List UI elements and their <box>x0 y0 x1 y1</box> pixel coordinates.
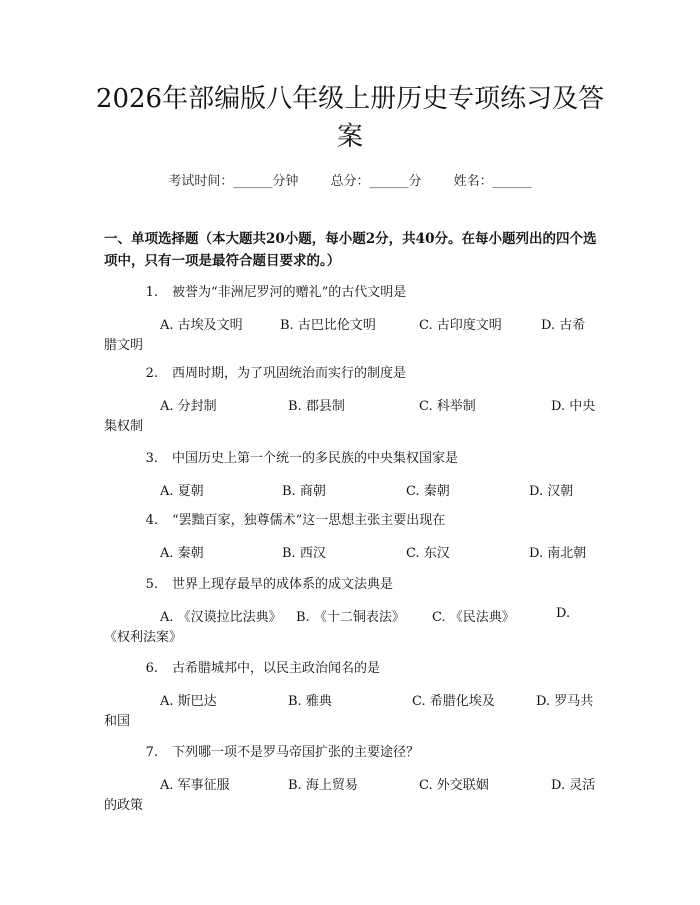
option-b[interactable]: B. 商朝 <box>282 484 326 499</box>
question-number: 1. <box>145 285 158 300</box>
option-a[interactable]: A. 军事征服 <box>160 778 230 793</box>
total-score-field: 总分：______分 <box>330 174 422 189</box>
question-number: 2. <box>145 366 158 381</box>
option-c[interactable]: C. 古印度文明 <box>419 318 502 333</box>
title-line-1: 2026年部编版八年级上册历史专项练习及答 <box>95 84 605 114</box>
option-d[interactable]: D. 灵活 <box>551 778 596 793</box>
question-number: 5. <box>145 577 158 592</box>
option-d-wrap: 腊文明 <box>104 338 144 353</box>
question-2 <box>104 363 604 439</box>
question-text: 下列哪一项不是罗马帝国扩张的主要途径？ <box>172 745 420 760</box>
question-number: 6. <box>145 661 158 676</box>
question-6 <box>104 658 604 734</box>
option-d[interactable]: D. 汉朝 <box>529 484 574 499</box>
exam-time-field: 考试时间：______分钟 <box>168 174 299 189</box>
option-b[interactable]: B. 《十二铜表法》 <box>296 610 405 625</box>
option-d-wrap: 的政策 <box>104 798 144 813</box>
option-b[interactable]: B. 古巴比伦文明 <box>280 318 376 333</box>
question-text: 世界上现存最早的成体系的成文法典是 <box>172 577 394 592</box>
question-number: 7. <box>145 745 158 760</box>
option-a[interactable]: A. 古埃及文明 <box>160 318 243 333</box>
option-a[interactable]: A. 分封制 <box>160 399 217 414</box>
section-heading: 一、单项选择题（本大题共20小题，每小题2分，共40分。在每小题列出的四个选项中，只有一项是最符合题目要求的。） <box>104 231 597 269</box>
option-d-wrap: 集权制 <box>104 419 144 434</box>
option-c[interactable]: C. 《民法典》 <box>432 610 515 625</box>
option-d[interactable]: D. 古希 <box>541 318 586 333</box>
title-line-2: 案 <box>336 122 363 152</box>
option-b[interactable]: B. 郡县制 <box>288 399 345 414</box>
option-b[interactable]: B. 西汉 <box>282 546 326 561</box>
option-b[interactable]: B. 雅典 <box>288 694 332 709</box>
question-text: 古希腊城邦中，以民主政治闻名的是 <box>172 661 381 676</box>
option-d-wrap: 《权利法案》 <box>104 630 183 645</box>
exam-meta <box>0 170 700 189</box>
question-5 <box>104 574 604 650</box>
question-text: “罢黜百家，独尊儒术”这一思想主张主要出现在 <box>172 513 446 528</box>
option-d[interactable]: D. 南北朝 <box>529 546 587 561</box>
option-b[interactable]: B. 海上贸易 <box>288 778 358 793</box>
option-c[interactable]: C. 外交联姻 <box>419 778 489 793</box>
question-1 <box>104 282 604 358</box>
option-a[interactable]: A. 秦朝 <box>160 546 204 561</box>
option-d[interactable]: D. <box>556 606 571 621</box>
question-text: 被誉为“非洲尼罗河的赠礼”的古代文明是 <box>172 285 407 300</box>
question-number: 4. <box>145 513 158 528</box>
option-a[interactable]: A. 斯巴达 <box>160 694 217 709</box>
question-text: 中国历史上第一个统一的多民族的中央集权国家是 <box>172 451 459 466</box>
option-c[interactable]: C. 东汉 <box>406 546 450 561</box>
page-title <box>90 80 610 156</box>
student-name-field: 姓名：______ <box>453 174 532 189</box>
question-7 <box>104 742 604 818</box>
option-d-wrap: 和国 <box>104 714 131 729</box>
option-d[interactable]: D. 罗马共 <box>536 694 594 709</box>
option-c[interactable]: C. 秦朝 <box>406 484 450 499</box>
question-4 <box>104 510 604 564</box>
option-c[interactable]: C. 科举制 <box>419 399 476 414</box>
option-a[interactable]: A. 《汉谟拉比法典》 <box>160 610 282 625</box>
option-c[interactable]: C. 希腊化埃及 <box>412 694 495 709</box>
question-text: 西周时期，为了巩固统治而实行的制度是 <box>172 366 407 381</box>
option-d[interactable]: D. 中央 <box>551 399 596 414</box>
question-3 <box>104 448 604 502</box>
option-a[interactable]: A. 夏朝 <box>160 484 204 499</box>
question-number: 3. <box>145 451 158 466</box>
